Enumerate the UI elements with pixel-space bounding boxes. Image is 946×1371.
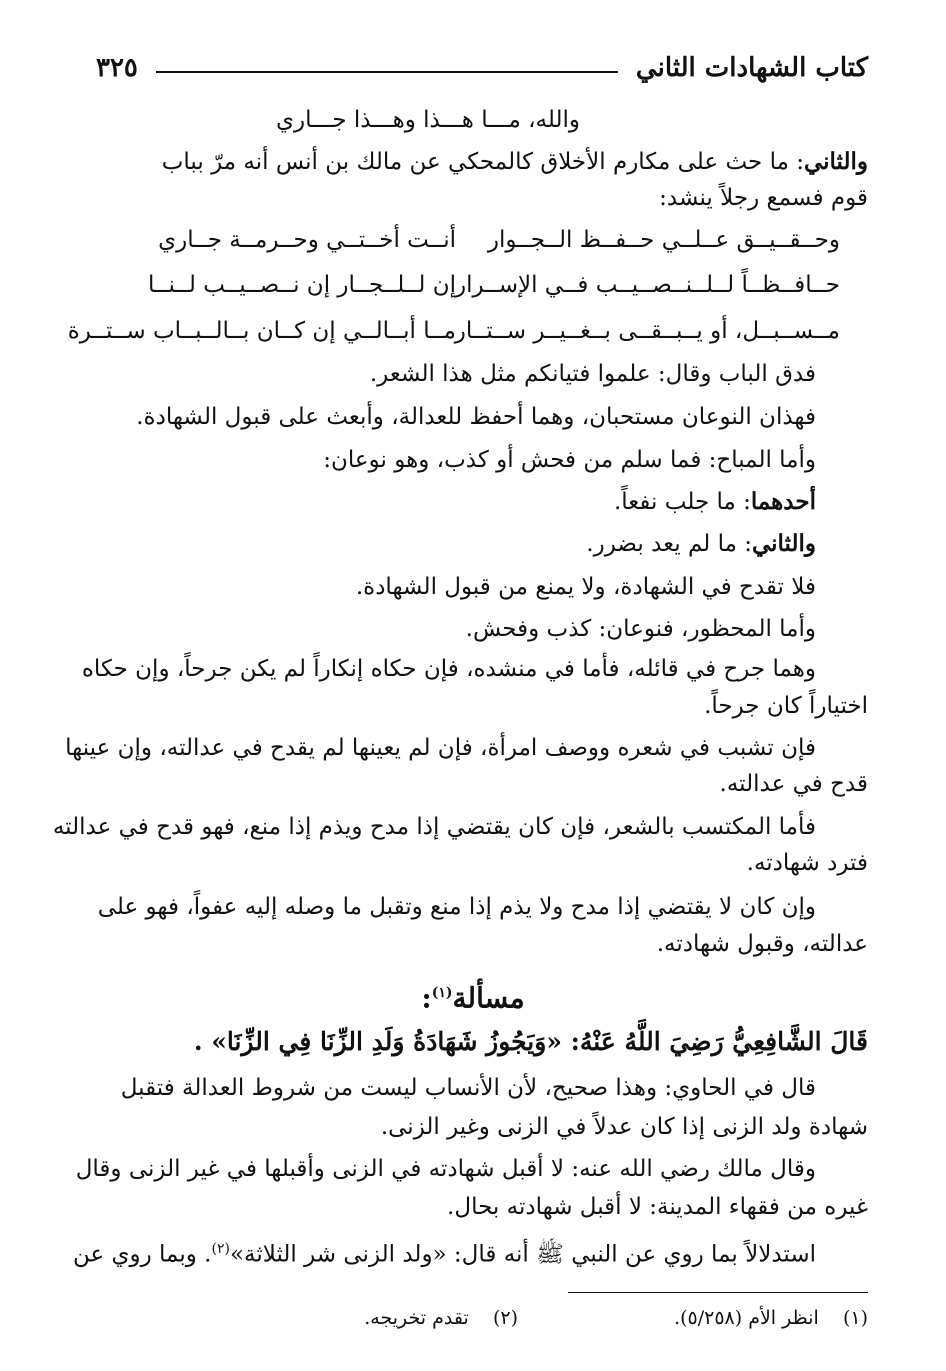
line-text: : ما لم يعد بضرر. <box>586 531 752 557</box>
header-rule <box>156 71 618 73</box>
paragraph-line: قوم فسمع رجلاً ينشد: <box>659 185 868 211</box>
paragraph-line: وقال مالك رضي الله عنه: لا أقبل شهادته في الزنى وأقبلها في غير الزنى وقال <box>75 1156 816 1182</box>
paragraph-line: فترد شهادته. <box>746 850 868 876</box>
footnote-1 <box>674 1300 868 1336</box>
page-number: ٣٢٥ <box>96 53 138 83</box>
line-text: : ما حث على مكارم الأخلاق كالمحكي عن مالك بن أنس أنه مرّ بباب <box>161 149 804 175</box>
footnote-text: انظر الأم (٥/٢٥٨). <box>674 1307 819 1329</box>
footnote-text: تقدم تخريجه. <box>364 1307 469 1329</box>
line-text: استدلالاً بما روي عن النبي ﷺ أنه قال: «ولد الزنى شر الثلاثة» <box>229 1241 816 1268</box>
verse-hemistich-first: أنــت أخــتــي وحــرمــة جــاري <box>158 227 456 253</box>
footnote-2 <box>364 1300 518 1336</box>
paragraph-line <box>586 527 816 561</box>
paragraph-line: غيره من فقهاء المدينة: لا أقبل شهادته بحال. <box>447 1194 868 1220</box>
paragraph-line: وهما جرح في قائله، فأما في منشده، فإن حكاه إنكاراً لم يكن جرحاً، وإن حكاه <box>81 656 816 682</box>
verse-continuation: والله، مـــا هـــذا وهـــذا جـــاري <box>276 107 580 133</box>
paragraph-line: قال في الحاوي: وهذا صحيح، لأن الأنساب ليست من شروط العدالة فتقبل <box>120 1075 816 1101</box>
paragraph-line: قدح في عدالته. <box>719 771 868 797</box>
paragraph-line: فأما المكتسب بالشعر، فإن كان يقتضي إذا مدح ويذم إذا منع، فهو قدح في عدالته <box>52 814 816 840</box>
footnote-separator <box>568 1292 868 1293</box>
footnote-ref: (١) <box>431 985 453 1001</box>
verse-hemistich-second: حــافــظــاً لــلــنــصــيــب فــي الإســرار <box>455 272 840 298</box>
paragraph-line: وإن كان لا يقتضي إذا مدح ولا يذم إذا منع وتقبل ما وصله إليه عفواً، فهو على <box>97 894 816 920</box>
paragraph-line: وأما المباح: فما سلم من فحش أو كذب، وهو نوعان: <box>323 447 816 473</box>
term-label: أحدهما <box>750 488 816 515</box>
paragraph-line: عدالته، وقبول شهادته. <box>656 931 868 957</box>
paragraph-line: فلا تقدح في الشهادة، ولا يمنع من قبول الشهادة. <box>355 574 816 600</box>
footnote-number: (١) <box>842 1307 868 1329</box>
heading-text: مسألة <box>452 981 525 1015</box>
page-header <box>96 48 868 88</box>
line-text: . وبما روي عن <box>72 1241 212 1268</box>
section-heading <box>0 976 946 1015</box>
footnotes <box>78 1300 868 1336</box>
paragraph-line: فدق الباب وقال: علموا فتيانكم مثل هذا الشعر. <box>369 361 816 387</box>
paragraph-line: فإن تشبب في شعره ووصف امرأة، فإن لم يعينها لم يقدح في عدالته، وإن عينها <box>65 735 816 761</box>
paragraph-line: شهادة ولد الزنى إذا كان عدلاً في الزنى وغير الزنى. <box>380 1114 868 1140</box>
footnote-number: (٢) <box>492 1307 518 1329</box>
paragraph-line <box>614 485 816 519</box>
verse-hemistich-first: إن لــلــجــار إن نــصــيــب لــنــا <box>147 272 456 298</box>
footnote-ref: (٢) <box>211 1241 230 1257</box>
verse-hemistich-second: وحــقــيــق عــلــي حــفــظ الــجــوار <box>487 227 840 253</box>
term-label: والثاني <box>751 530 816 557</box>
paragraph-line: وأما المحظور، فنوعان: كذب وفحش. <box>465 616 816 642</box>
line-text: : ما جلب نفعاً. <box>613 489 751 515</box>
running-title: كتاب الشهادات الثاني <box>635 53 868 83</box>
quoted-statement: قَالَ الشَّافِعِيُّ رَضِيَ اللَّهُ عَنْهُ: «وَيَجُوزُ شَهَادَةُ وَلَدِ الزِّنَا فِي الزِّنَا» . <box>193 1027 868 1056</box>
paragraph-line: اختياراً كان جرحاً. <box>704 693 868 719</box>
paragraph-line <box>73 1232 816 1272</box>
heading-colon: : <box>421 981 432 1015</box>
term-label: والثاني <box>803 148 868 175</box>
verse-hemistich-first: مــا أبــالــي إن كــان بــالــبــاب ســتــرة <box>67 318 456 344</box>
paragraph-line: فهذان النوعان مستحبان، وهما أحفظ للعدالة، وأبعث على قبول الشهادة. <box>136 404 816 430</box>
verse-hemistich-second: مــســبــل، أو يــبــقــى بــغــيــر ســتــار <box>454 318 840 344</box>
paragraph-line <box>162 145 868 179</box>
